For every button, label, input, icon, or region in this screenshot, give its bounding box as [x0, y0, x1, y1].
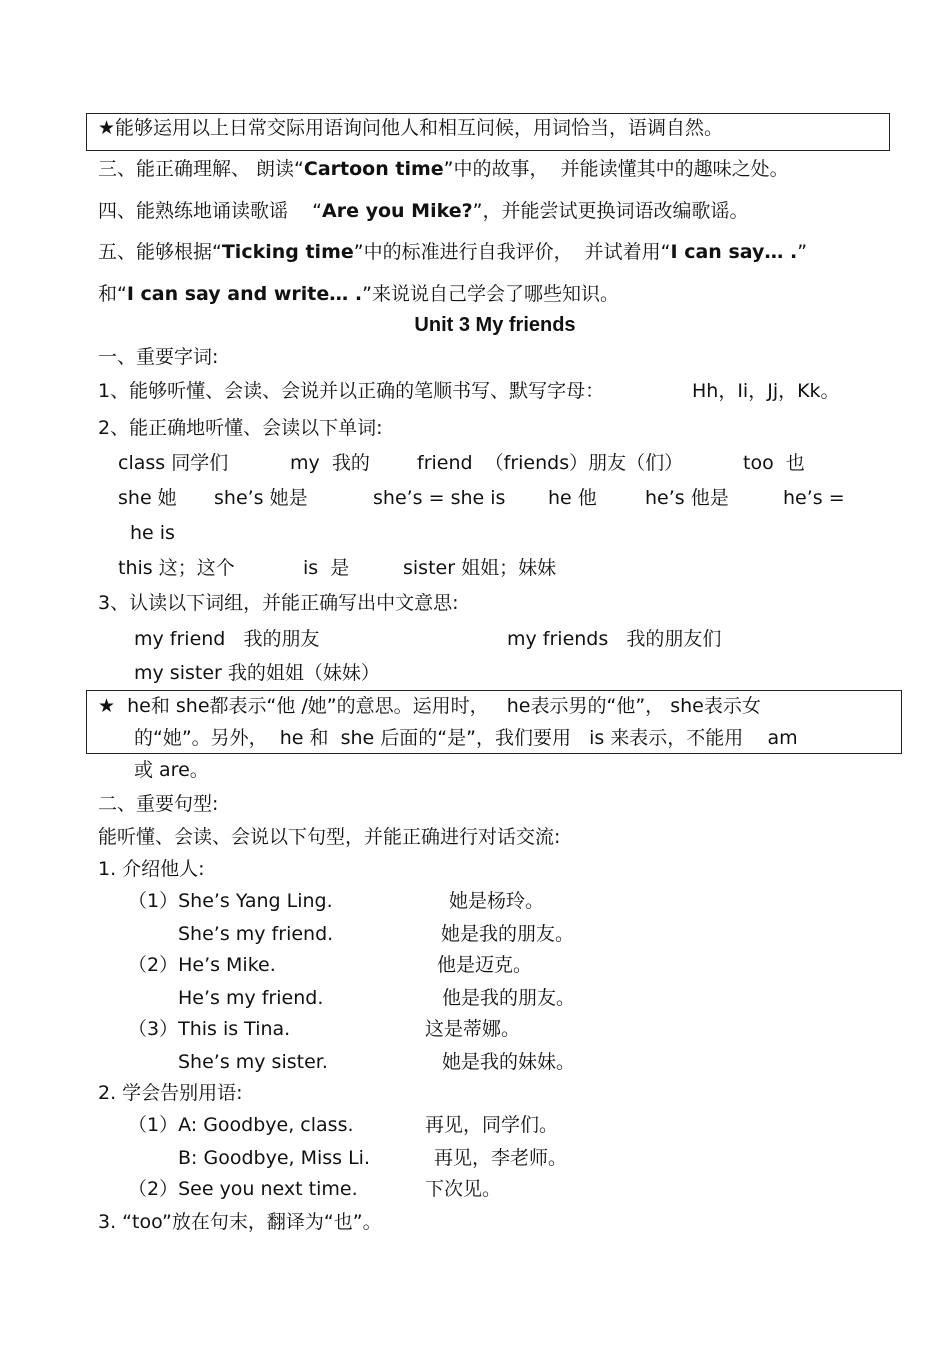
phrase-my-friend: my friend 我的朋友 — [134, 628, 320, 650]
grammar-note-line-2: 的“她”。另外， he 和 she 后面的“是”，我们要用 is 来表示，不能用 am — [134, 727, 798, 749]
word-is: is 是 — [303, 557, 350, 579]
sentence-zh: 她是我的朋友。 — [441, 923, 575, 945]
sentence-en: （3）This is Tina. — [128, 1018, 291, 1040]
objective-4-pre: 四、能熟练地诵读歌谣 “ — [98, 200, 323, 222]
word-friend: friend （friends）朋友（们） — [417, 452, 684, 474]
word-she: she 她 — [118, 487, 177, 509]
word-this: this 这；这个 — [118, 557, 235, 579]
objective-3-post: ”中的故事， 并能读懂其中的趣味之处。 — [443, 158, 789, 180]
sentence-en: She’s my friend. — [178, 923, 334, 945]
word-shes-equals: she’s = she is — [373, 487, 506, 509]
sentence-zh: 他是迈克。 — [437, 954, 533, 976]
objective-3-pre: 三、能正确理解、 朗读“ — [98, 158, 304, 180]
objective-4 — [98, 199, 748, 223]
group-3-heading: 3. “too”放在句末，翻译为“也”。 — [98, 1211, 382, 1233]
objective-5-mid: ”中的标准进行自我评价， 并试着用“ — [353, 241, 671, 263]
item-1: 1、能够听懂、会读、会说并以正确的笔顺书写、默写字母： — [98, 380, 605, 402]
word-hes: he’s 他是 — [645, 487, 729, 509]
word-my: my 我的 — [290, 452, 370, 474]
word-too: too 也 — [743, 452, 805, 474]
grammar-note-line-1: ★ he和 she都表示“他 /她”的意思。运用时， he表示男的“他”， she表示女 — [98, 695, 761, 717]
word-class: class 同学们 — [118, 452, 229, 474]
objective-5-pre: 五、能够根据“ — [98, 241, 222, 263]
sentence-en: （1）She’s Yang Ling. — [128, 890, 333, 912]
sentence-zh: 这是蒂娜。 — [425, 1018, 521, 1040]
word-hes-equals: he’s = — [783, 487, 845, 509]
unit-title: Unit 3 My friends — [414, 314, 576, 336]
farewell-zh: 下次见。 — [425, 1178, 502, 1200]
sentence-zh: 她是杨玲。 — [449, 890, 545, 912]
section-2-heading: 二、重要句型: — [98, 793, 219, 815]
sentence-intro: 能听懂、会读、会说以下句型，并能正确进行对话交流: — [98, 826, 561, 848]
objective-5b-post: ”来说说自己学会了哪些知识。 — [362, 283, 619, 305]
phrase-my-sister: my sister 我的姐姐（妹妹） — [134, 662, 380, 684]
sentence-en: She’s my sister. — [178, 1051, 328, 1073]
sentence-en: （2）He’s Mike. — [128, 954, 276, 976]
objective-5-cont — [98, 282, 619, 306]
farewell-en: （2）See you next time. — [128, 1178, 358, 1200]
group-1-heading: 1. 介绍他人: — [98, 858, 205, 880]
farewell-zh: 再见，同学们。 — [425, 1114, 559, 1136]
are-you-mike: Are you Mike? — [322, 200, 473, 222]
sentence-en: He’s my friend. — [178, 987, 324, 1009]
word-shes: she’s 她是 — [214, 487, 308, 509]
word-sister: sister 姐姐；妹妹 — [403, 557, 557, 579]
sentence-zh: 他是我的朋友。 — [442, 987, 576, 1009]
i-can-say-and-write: I can say and write… . — [126, 283, 363, 305]
item-3: 3、认读以下词组，并能正确写出中文意思: — [98, 592, 459, 614]
item-2: 2、能正确地听懂、会读以下单词: — [98, 417, 383, 439]
star-note: ★能够运用以上日常交际用语询问他人和相互问候，用词恰当，语调自然。 — [98, 117, 724, 139]
grammar-note-line-3: 或 are。 — [134, 759, 209, 781]
group-2-heading: 2. 学会告别用语: — [98, 1082, 243, 1104]
objective-4-post: ”，并能尝试更换词语改编歌谣。 — [472, 200, 749, 222]
phrase-my-friends: my friends 我的朋友们 — [507, 628, 722, 650]
i-can-say: I can say… . — [670, 241, 798, 263]
objective-5b-pre: 和“ — [98, 283, 127, 305]
objective-3 — [98, 157, 789, 181]
farewell-en: B: Goodbye, Miss Li. — [178, 1147, 370, 1169]
farewell-zh: 再见，李老师。 — [434, 1147, 568, 1169]
word-he-is: he is — [130, 522, 175, 544]
section-1-heading: 一、重要字词: — [98, 346, 219, 368]
cartoon-time: Cartoon time — [303, 158, 444, 180]
objective-5 — [98, 240, 807, 264]
sentence-zh: 她是我的妹妹。 — [442, 1051, 576, 1073]
farewell-en: （1）A: Goodbye, class. — [128, 1114, 354, 1136]
objective-5-post: ” — [797, 241, 808, 263]
word-he: he 他 — [548, 487, 597, 509]
ticking-time: Ticking time — [221, 241, 354, 263]
letters: Hh，Ii，Jj，Kk。 — [692, 380, 840, 402]
